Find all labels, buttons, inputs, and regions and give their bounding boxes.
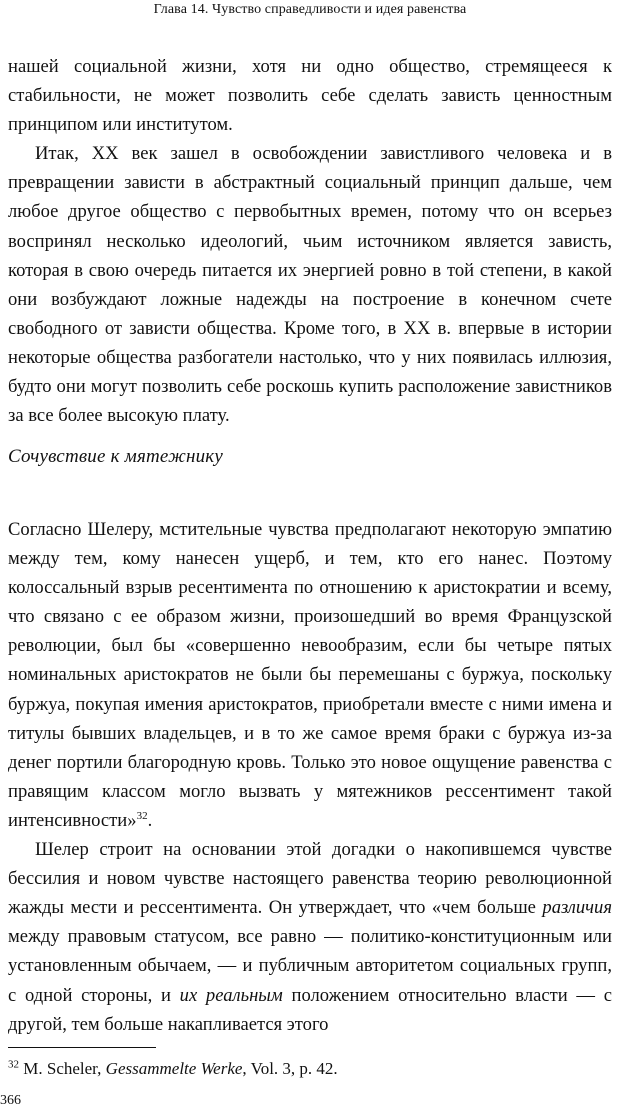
paragraph-scheler-theory	[8, 835, 612, 1039]
paragraph-scheler-empathy: Согласно Шелеру, мстительные чувства предполагают некоторую эмпатию между тем, кому нанесен ущерб, и тем, кто его нанес. Поэтому колоссальный взрыв ресентимента по отношению к аристократии и всему, что связано с ее образом жизни, произошедший во время Французской революции, был бы «совершенно невообразим, если бы четыре пятых номинальных аристократов не были бы перемешаны с буржуа, поскольку буржуа, покупая имения аристократов, приобретали вместе с ними имена и титулы бывших владельцев, и в то же самое время браки с буржуа из-за денег портили благородную кровь. Только это новое ощущение равенства с правящим классом могло вызвать у мятежников рессентимент такой интенсивности»$^{32}$.	[8, 519, 612, 831]
paragraph-twentieth-century: Итак, XX век зашел в освобождении завистливого человека и в превращении зависти в абстрактный социальный принцип дальше, чем любое другое общество с первобытных времен, потому что он всерьез воспринял несколько идеологий, чьим источником является зависть, которая в свою очередь питается их энергией ровно в той степени, в какой они возбуждают ложные надежды на построение в конечном счете свободного от зависти общества. Кроме того, в XX в. впервые в истории некоторые общества разбогатели настолько, что у них появилась иллюзия, будто они могут позволить себе роскошь купить расположение завистников за все более высокую плату.	[8, 143, 612, 427]
footnote-divider	[8, 1047, 156, 1048]
footnote-author: M. Scheler,	[23, 1059, 106, 1078]
footnote	[8, 1058, 338, 1080]
footnote-number: 32	[8, 1058, 19, 1071]
theory-text-part1: Шелер строит на основании этой догадки о накопившемся чувстве бессилия и новом чувстве настоящего равенства теорию революционной жажды мести и рессентимента. Он утверждает, что «чем больше	[8, 839, 612, 919]
paragraph-continued: нашей социальной жизни, хотя ни одно общество, стремящееся к стабильности, не может позволить себе сделать зависть ценностным принципом или институтом.	[8, 56, 612, 136]
footnote-rest: , Vol. 3, p. 42.	[242, 1059, 338, 1078]
footnote-title: Gessammelte Werke	[105, 1059, 243, 1078]
emphasis-differences: различия	[542, 897, 612, 919]
page-number: 366	[0, 1093, 21, 1108]
paragraph-scheler-empathy-text: Согласно Шелеру, мстительные чувства предполагают некоторую эмпатию между тем, кому нанесен ущерб, и тем, кто его нанес. Поэтому колоссальный взрыв ресентимента по отношению к аристократии и всему, что связано с ее образом жизни, произошедший во время Французской революции, был бы «совершенно невообразим, если бы четыре пятых номинальных аристократов не были бы перемешаны с буржуа, поскольку буржуа, покупая имения аристократов, приобретали вместе с ними имена и титулы бывших владельцев, и в то же самое время браки с буржуа из-за денег портили благородную кровь. Только это новое ощущение равенства с правящим классом могло вызвать у мятежников рессентимент такой интенсивности»	[8, 519, 612, 831]
running-head: Глава 14. Чувство справедливости и идея равенства	[153, 2, 467, 17]
footnote-reference: 32	[136, 809, 148, 822]
theory-text-part3: положением относительно власти — с другой, тем больше накапливается этого	[8, 984, 612, 1035]
emphasis-real: их реальным	[179, 984, 283, 1006]
main-text-section	[8, 515, 612, 1039]
theory-text-part2: между правовым статусом, все равно — политико-конституционным или установленным обычаем, — и публичным авторитетом социальных групп, с одной стороны, и	[8, 926, 612, 1006]
section-heading: Сочувствие к мятежнику	[8, 446, 223, 467]
main-text-top	[8, 52, 612, 430]
